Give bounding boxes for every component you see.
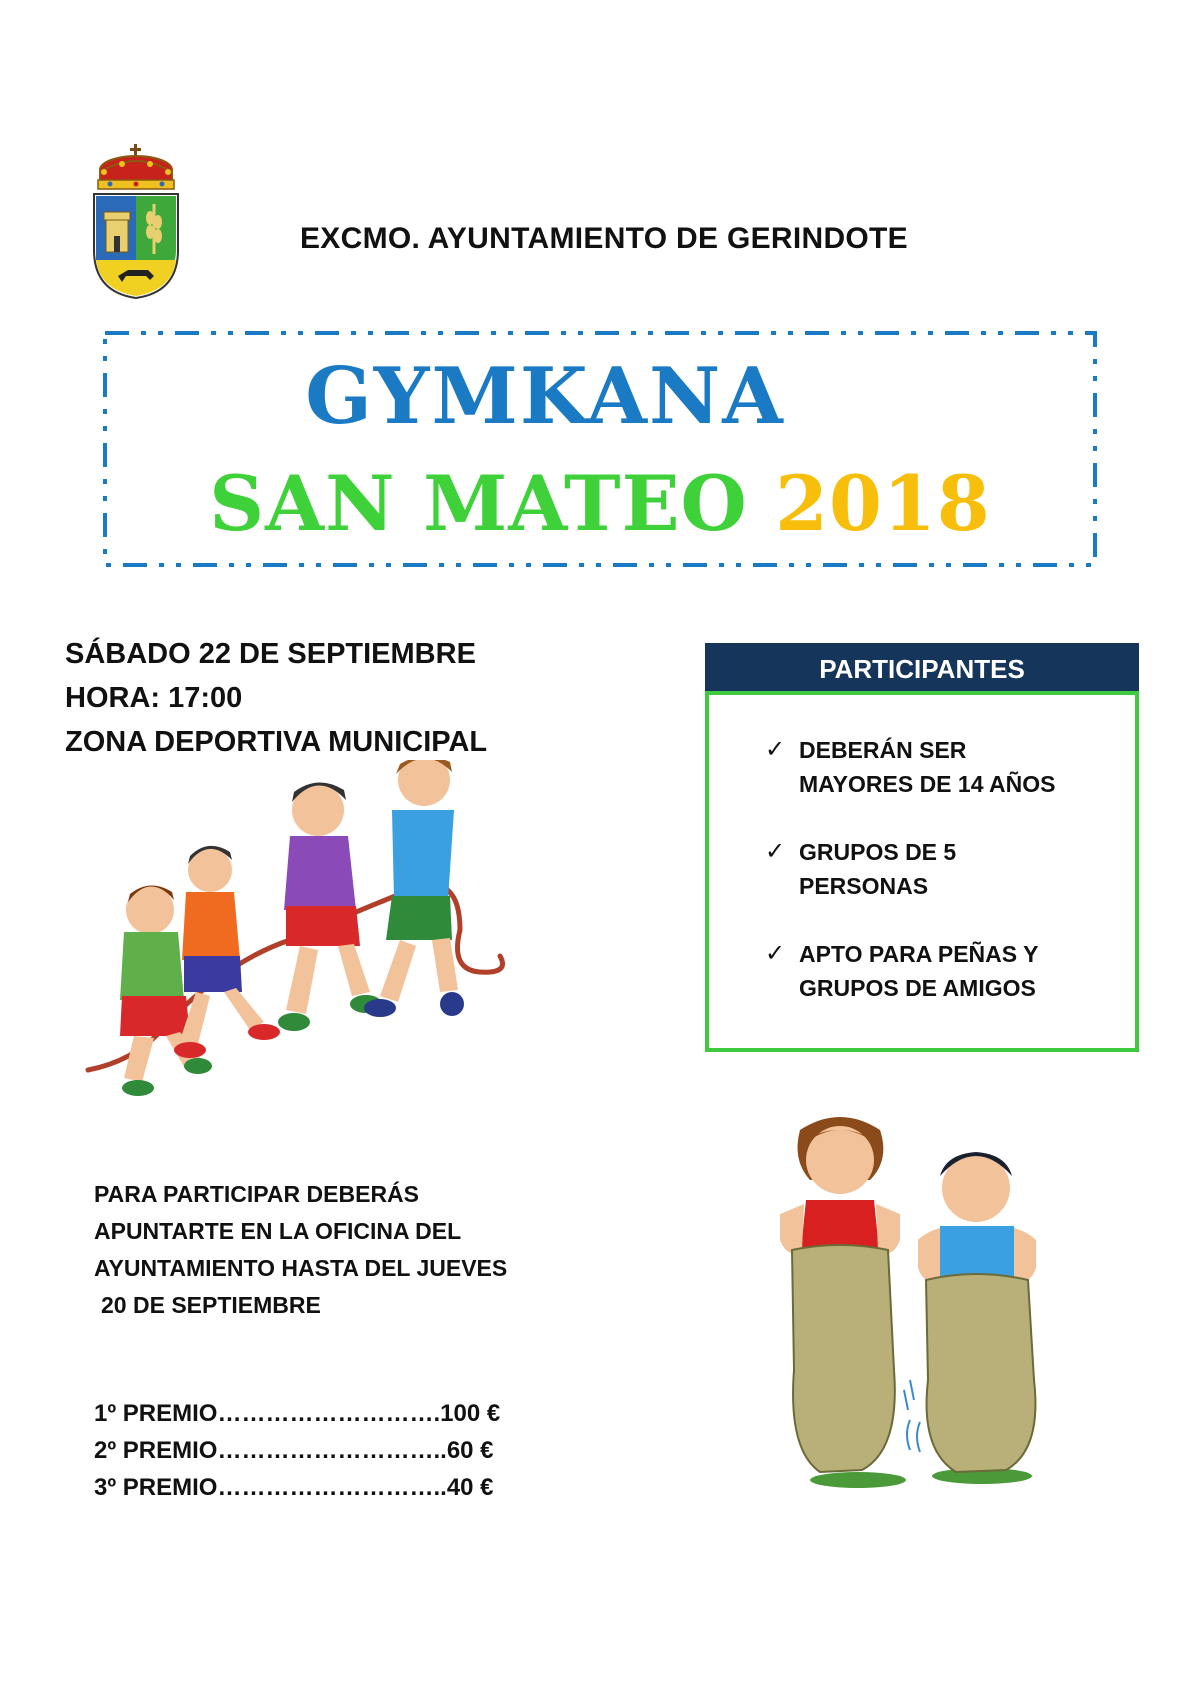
list-item-line: APTO PARA PEÑAS Y (799, 941, 1039, 967)
title-san-mateo (102, 459, 1098, 548)
event-info (65, 632, 487, 764)
title-gymkana: GYMKANA (305, 351, 785, 442)
crown-icon (98, 144, 174, 189)
prize-label: 2º PREMIO (94, 1437, 218, 1464)
signup-line: APUNTARTE EN LA OFICINA DEL (94, 1218, 462, 1244)
participants-heading: PARTICIPANTES (705, 643, 1139, 691)
signup-line: AYUNTAMIENTO HASTA DEL JUEVES (94, 1255, 508, 1281)
signup-line: 20 DE SEPTIEMBRE (101, 1292, 321, 1318)
event-date: SÁBADO 22 DE SEPTIEMBRE (65, 638, 476, 670)
list-item-line: GRUPOS DE 5 (799, 839, 957, 865)
prize-leader: ……………………….. (217, 1474, 447, 1501)
prize-label: 1º PREMIO (94, 1400, 218, 1427)
girl-in-sack (780, 1117, 914, 1472)
list-item (765, 733, 1115, 801)
prize-leader: ………………………. (217, 1400, 441, 1427)
list-item-line: DEBERÁN SER (799, 737, 967, 763)
title-san-mateo-text: SAN MATEO (209, 459, 748, 548)
prize-leader: ……………………….. (217, 1437, 447, 1464)
prize-row (94, 1469, 500, 1506)
list-item-line: PERSONAS (799, 873, 929, 899)
sack-race-illustration (770, 1110, 1090, 1492)
organization-name: EXCMO. AYUNTAMIENTO DE GERINDOTE (300, 222, 908, 255)
title-year: 2018 (775, 459, 991, 548)
list-item (765, 937, 1115, 1005)
list-item-line: MAYORES DE 14 AÑOS (799, 771, 1056, 797)
prizes-list (94, 1395, 500, 1506)
prize-label: 3º PREMIO (94, 1474, 218, 1501)
list-item-line: GRUPOS DE AMIGOS (799, 975, 1036, 1001)
event-time: HORA: 17:00 (65, 682, 243, 714)
prize-amount: 40 € (446, 1474, 494, 1501)
list-item (765, 835, 1115, 903)
prize-row (94, 1432, 500, 1469)
event-place: ZONA DEPORTIVA MUNICIPAL (65, 726, 488, 758)
check-icon: ✓ (765, 736, 786, 763)
tug-of-war-illustration (80, 760, 520, 1120)
check-icon: ✓ (765, 838, 786, 865)
participants-list (705, 691, 1139, 1052)
signup-line: PARA PARTICIPAR DEBERÁS (94, 1181, 419, 1207)
coat-of-arms-logo (92, 142, 180, 302)
shield-icon (94, 194, 178, 298)
boy-in-sack (907, 1152, 1036, 1472)
prize-amount: 100 € (440, 1400, 501, 1427)
check-icon: ✓ (765, 940, 786, 967)
prize-amount: 60 € (446, 1437, 494, 1464)
signup-instructions (94, 1176, 507, 1324)
prize-row (94, 1395, 500, 1432)
